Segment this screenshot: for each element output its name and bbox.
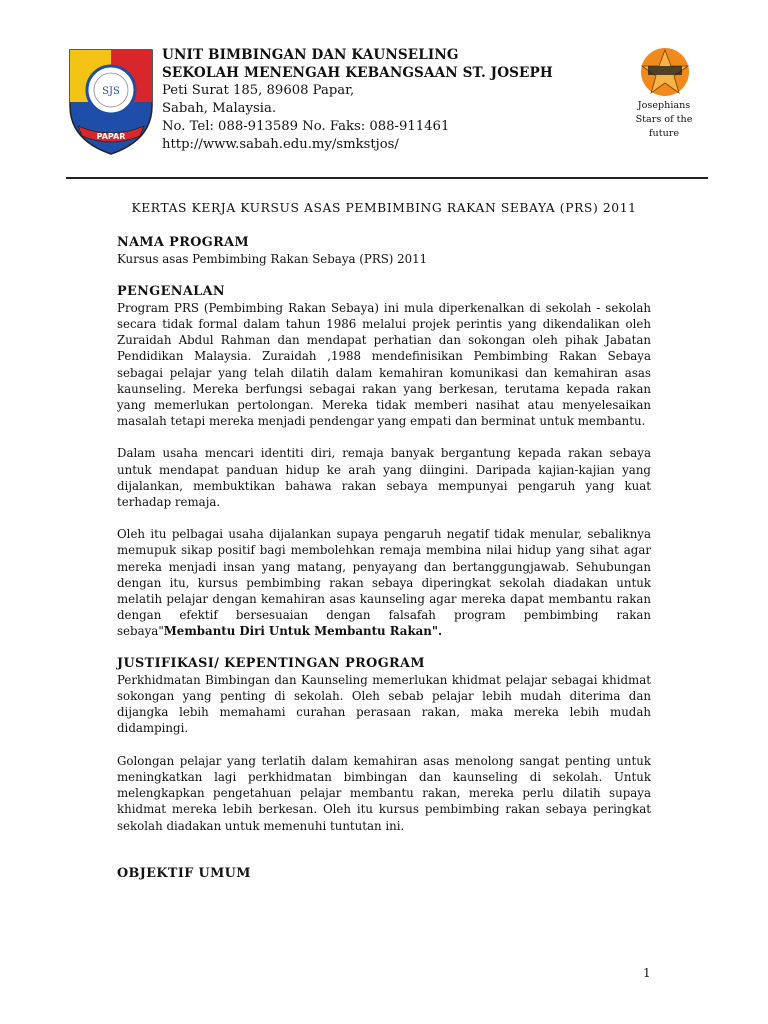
letterhead <box>162 46 602 154</box>
crest-initials: SJS <box>102 86 120 97</box>
pengenalan-paragraph-3 <box>117 526 651 639</box>
star-badge-logo <box>634 46 696 98</box>
nama-program-text: Kursus asas Pembimbing Rakan Sebaya (PRS) 2011 <box>117 252 428 267</box>
contact-line: No. Tel: 088-913589 No. Faks: 088-911461 <box>162 119 450 134</box>
pengenalan-paragraph-2: Dalam usaha mencari identiti diri, remaja banyak bergantung kepada rakan sebaya untuk mendapat panduan hidup ke arah yang diingini. Daripada kajian-kajian yang dijalankan, membuktikan bahawa rakan sebaya mempunyai pengaruh yang kuat terhadap remaja. <box>117 446 651 510</box>
heading-justifikasi: JUSTIFIKASI/ KEPENTINGAN PROGRAM <box>117 655 425 671</box>
program-motto: Membantu Diri Untuk Membantu Rakan". <box>163 624 443 639</box>
address-line-1: Peti Surat 185, 89608 Papar, <box>162 83 355 98</box>
page-number: 1 <box>643 966 651 980</box>
pengenalan-paragraph-3-text: Oleh itu pelbagai usaha dijalankan supaya pengaruh negatif tidak menular, sebaliknya memupuk sikap positif bagi membolehkan remaja membina nilai hidup yang sihat agar mereka menjadi insan yang matang, penyayang dan bertanggungjawab. Sehubungan dengan itu, kursus pembimbing rakan sebaya diperingkat sekolah diadakan untuk melatih pelajar dengan kemahiran asas kaunseling agar mereka dapat membantu rakan dengan efektif bersesuaian dengan falsafah program pembimbing rakan sebaya" <box>117 527 651 639</box>
justifikasi-paragraph-1: Perkhidmatan Bimbingan dan Kaunseling memerlukan khidmat pelajar sebagai khidmat sokongan yang penting di sekolah. Oleh sebab pelajar lebih mudah diterima dan dijangka lebih memahami curahan perasaan rakan, maka mereka lebih mudah didampingi. <box>117 672 651 736</box>
justifikasi-paragraph-2: Golongan pelajar yang terlatih dalam kemahiran asas menolong sangat penting untuk meningkatkan lagi perkhidmatan bimbingan dan kaunseling di sekolah. Untuk melengkapkan pengetahuan pelajar membantu rakan, mereka perlu dilatih supaya khidmat mereka lebih berkesan. Oleh itu kursus pembimbing rakan sebaya peringkat sekolah diadakan untuk memenuhi tuntutan ini. <box>117 753 651 833</box>
address-line-2: Sabah, Malaysia. <box>162 101 277 116</box>
motto-line-3: future <box>648 128 680 139</box>
unit-name: UNIT BIMBINGAN DAN KAUNSELING <box>162 47 459 63</box>
motto-line-2: Stars of the <box>635 114 693 125</box>
crest-banner-text: PAPAR <box>96 132 126 141</box>
heading-pengenalan: PENGENALAN <box>117 283 226 299</box>
pengenalan-paragraph-1: Program PRS (Pembimbing Rakan Sebaya) ini mula diperkenalkan di sekolah - sekolah secara tidak formal dalam tahun 1986 melalui projek perintis yang dikendalikan oleh Zuraidah Abdul Rahman dan mendapat perhatian dan sokongan oleh pihak Jabatan Pendidikan Malaysia. Zuraidah ,1988 mendefinisikan Pembimbing Rakan Sebaya sebagai pelajar yang telah dilatih dalam kemahiran komunikasi dan kemahiran asas kaunseling. Mereka berfungsi sebagai rakan yang berkesan, terutama kepada rakan yang memerlukan pertolongan. Mereka tidak memberi nasihat atau menyelesaikan masalah tetapi mereka menjadi pendengar yang empati dan berminat untuk membantu. <box>117 300 651 429</box>
website-url: http://www.sabah.edu.my/smkstjos/ <box>162 137 399 152</box>
school-name: SEKOLAH MENENGAH KEBANGSAAN ST. JOSEPH <box>162 65 553 81</box>
header-divider <box>66 177 708 179</box>
motto-line-1: Josephians <box>637 100 691 111</box>
document-title: KERTAS KERJA KURSUS ASAS PEMBIMBING RAKAN SEBAYA (PRS) 2011 <box>131 201 637 215</box>
heading-objektif-umum: OBJEKTIF UMUM <box>117 865 251 881</box>
school-crest-logo <box>66 44 156 156</box>
school-motto <box>612 99 716 141</box>
heading-nama-program: NAMA PROGRAM <box>117 235 250 251</box>
document-body <box>117 200 651 882</box>
